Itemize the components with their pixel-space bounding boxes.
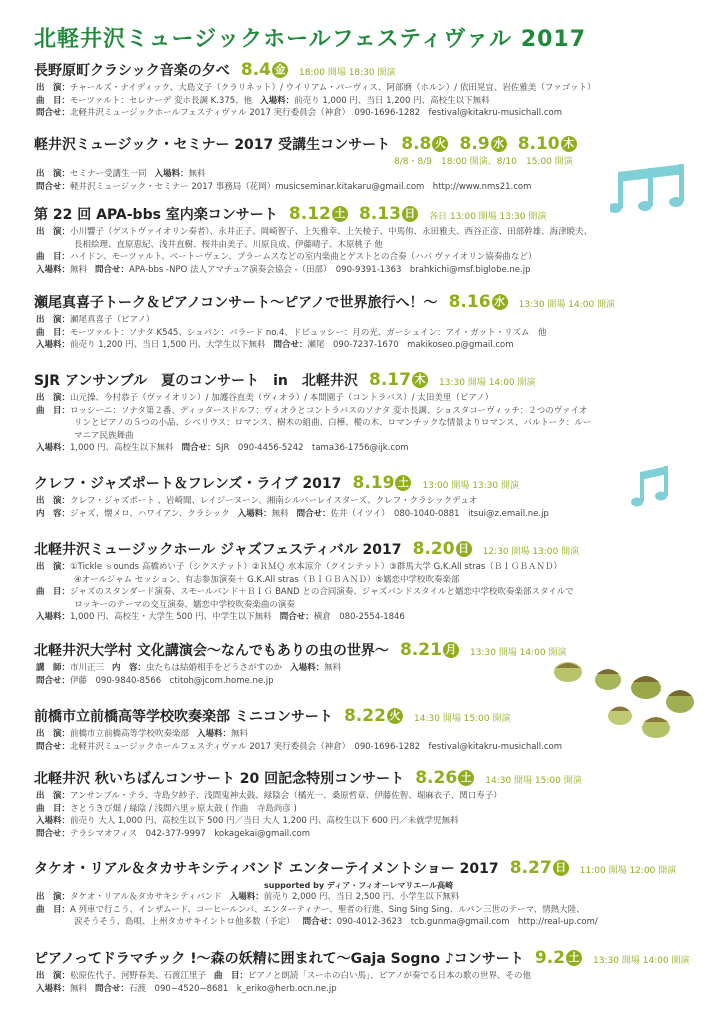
weekday-badge: 土 xyxy=(395,475,411,491)
program-row: 曲 目：さとうきび畑 / 緑陰 / 浅間六里ヶ原太鼓 ( 作曲 寺島尚彦 ) xyxy=(36,803,297,814)
performers-row-cont: 長相絵理、直原恵紀、浅井直樹、桜井由美子、川原良成、伊藤晴子、木原桃子 他 xyxy=(74,239,383,250)
event-date: 8.16 xyxy=(448,292,491,312)
admission-row: 入場料：1,000 円、高校生以下無料 問合せ：SJR 090-4456-5242 tama36-1756@ijk.com xyxy=(36,443,409,453)
event-10 xyxy=(34,766,694,840)
event-2 xyxy=(34,132,694,193)
event-12 xyxy=(34,946,694,995)
weekday-badge: 土 xyxy=(458,770,474,786)
event-title: 前橋市立前橋高等学校吹奏楽部 ミニコンサート xyxy=(34,709,333,725)
event-header xyxy=(34,471,694,495)
weekday-badge: 日 xyxy=(402,206,418,222)
event-title: 北軽井沢大学村 文化講演会〜なんでもありの虫の世界〜 xyxy=(34,643,389,659)
acorn-illustration xyxy=(528,650,708,750)
program-row-cont: 涙そうそう、島唄、上州タカサキイントロ他多数（予定） 問合せ：090-4012-3623 tcb.gunma@gmail.com http://real-up.com/ xyxy=(74,917,598,927)
event-1 xyxy=(34,58,694,120)
performers-row: 出 演：瀬尾真喜子（ピアノ） xyxy=(36,315,155,325)
event-6 xyxy=(34,471,694,520)
contact-row: 入場料：無料 問合せ：石渡 090−4520−8681 k_eriko@herb.ocn.ne.jp xyxy=(36,983,337,994)
event-date: 8.12 xyxy=(288,204,331,224)
admission-row: 入場料：無料 問合せ：APA-bbs -NPO 法人アマチュア演奏会協会 -（田部） 090-9391-1363 brahkichi@msf.biglobe.ne.jp xyxy=(36,264,531,275)
event-date: 8.8 xyxy=(401,134,432,154)
event-date: 8.20 xyxy=(412,539,455,559)
performers-row: 出 演：クレフ・ジャズポート 、岩崎聞、レイジーヌーン、湘南シルバーレイスターズ、クレフ・クラシックデュオ xyxy=(36,496,478,506)
event-time: 14:30 開場 15:00 開演 xyxy=(485,776,582,786)
event-date: 8.17 xyxy=(369,370,411,390)
performers-row: 出 演：セミナー受講生一同 入場料：無料 xyxy=(36,169,206,179)
event-date: 8.10 xyxy=(517,134,560,154)
event-time: 18:00 開場 18:30 開演 xyxy=(299,68,396,78)
weekday-badge: 土 xyxy=(566,950,582,966)
event-time: 14:30 開場 15:00 開演 xyxy=(414,714,511,724)
admission-row: 入場料：前売り 大人 1,000 円、高校生以下 500 円／当日 大人 1,200 円、高校生以下 600 円／未就学児無料 xyxy=(36,816,459,826)
weekday-badge: 月 xyxy=(443,642,459,658)
event-date: 8.26 xyxy=(415,768,458,788)
contact-row: 問合せ：北軽井沢ミュージックホールフェスティヴァル 2017 実行委員会（神倉） 090-1696-1282 festival@kitakru-musichall.com xyxy=(36,741,563,752)
performers-row: 出 演：チャールズ・ナイディック、大島文子（クラリネット）/ ウイリアム・パーヴィス、阿部磨（ホルン）/ 依田晃宜、岩佐雅美（ファゴット） xyxy=(36,83,596,93)
event-date: 8.21 xyxy=(399,640,442,660)
event-time: 13:00 開場 13:30 開演 xyxy=(422,481,519,491)
event-header xyxy=(34,368,694,392)
performers-row: 出 演：松原佐代子、河野春美、石渡江里子 曲 目：ピアノと朗読「スーホの白い馬」、ピアノが奏でる日本の歌の世界、その他 xyxy=(36,971,532,981)
event-7 xyxy=(34,537,694,624)
program-row-cont: ロッキーのテーマの交互演奏、嬬恋中学校吹奏楽曲の演奏 xyxy=(74,599,295,610)
content-row: 内 容：ジャズ、懐メロ、ハワイアン、クラシック 入場料：無料 問合せ：佐井（イツイ） 080-1040-0881 itsui@z.email.ne.jp xyxy=(36,508,549,519)
event-time: 12:30 開場 13:00 開演 xyxy=(482,547,580,557)
event-title: 北軽井沢ミュージックホール ジャズフェスティバル 2017 xyxy=(34,542,402,558)
weekday-badge: 火 xyxy=(432,136,448,152)
weekday-badge: 土 xyxy=(332,206,348,222)
program-row-cont: マニア民族舞曲 xyxy=(74,430,134,441)
event-5 xyxy=(34,368,694,455)
event-title: SJR アンサンブル 夏のコンサート in 北軽井沢 xyxy=(34,373,358,389)
event-date: 8.13 xyxy=(358,204,401,224)
event-time: 13:30 開場 14:00 開演 xyxy=(439,378,536,388)
contact-row: 問合せ：伊藤 090-9840-8566 ctitoh@jcom.home.ne.jp xyxy=(36,675,274,686)
event-header xyxy=(34,856,694,880)
event-3 xyxy=(34,202,694,276)
event-time: 11:00 開場 12:00 開演 xyxy=(579,866,677,876)
performers-row: 出 演：山元操、今村恭子（ヴァイオリン）/ 加護谷直美（ヴィオラ）/ 本間園子（コントラバス）/ 太田美里（ピアノ） xyxy=(36,393,494,403)
program-row: 曲 目：ロッシーニ：ソナタ第２番、ディッタースドルフ：ヴィオラとコントラバスのソナタ 変ホ長調、ショスタコーヴィッチ：２つのヴァイオ xyxy=(36,405,588,416)
event-time: 13:30 開場 14:00 開演 xyxy=(470,648,567,658)
event-title: クレフ・ジャズポート＆フレンズ・ライブ 2017 xyxy=(34,476,342,492)
event-date: 8.19 xyxy=(352,473,395,493)
performers-row: 出 演：アンサンブル・テラ、寺島夕紗子、浅間鬼神太鼓、緑陰会（橘光一、桑原哲章、伊藤佐智、堀麻衣子、関口寿子） xyxy=(36,791,502,801)
program-row: 曲 目：A 列車で行こう、インザムード、コーヒールンバ、エンターティナー、聖者の行進、Sing Sing Sing、ルパン三世のテーマ、情熱大陸、 xyxy=(36,904,585,915)
weekday-badge: 金 xyxy=(272,62,288,78)
music-note-icon xyxy=(628,464,674,512)
event-header xyxy=(34,946,694,970)
weekday-badge: 火 xyxy=(387,708,403,724)
event-date: 8.4 xyxy=(240,60,271,80)
event-header xyxy=(34,537,694,561)
lecturer-row: 講 師：市川正三 内 容：虫たちは結婚相手をどうさがすのか 入場料：無料 xyxy=(36,663,342,673)
contact-row: 問合せ：テラシマオフィス 042-377-9997 kokagekai@gmail.com xyxy=(36,828,311,839)
admission-row: 入場料：1,000 円、高校生・大学生 500 円、中学生以下無料 問合せ：横倉 080-2554-1846 xyxy=(36,612,405,622)
program-row: 曲 目：モーツァルト：ソナタ K545、ショパン：バラード no.4、ドビュッシー：月の光、ガーシュイン：アイ・ガット・リズム 他 xyxy=(36,327,547,338)
performers-row-cont: ④オールジャム セッション、有志参加演奏＋ G.K.All stras（ＢＩＧＢＡＮＤ）⑤嬬恋中学校吹奏楽部 xyxy=(74,574,460,585)
event-date: 8.9 xyxy=(459,134,490,154)
program-row: 曲 目：ジャズのスタンダード演奏、スモールバンド＋ＢＩＧ BAND との合同演奏、ジャズバンドスタイルと嬬恋中学校吹奏楽部スタイルで xyxy=(36,587,574,597)
event-11 xyxy=(34,856,694,929)
sponsor-line: supported by ディア・フィオーレマリエール高崎 xyxy=(264,881,454,890)
page-title: 北軽井沢ミュージックホールフェスティヴァル 2017 xyxy=(34,27,587,52)
event-title: ピアノってドラマチック !〜森の妖精に囲まれて〜Gaja Sogno ♪コンサート xyxy=(34,951,524,967)
weekday-badge: 日 xyxy=(553,860,569,876)
event-title: 軽井沢ミュージック・セミナー 2017 受講生コンサート xyxy=(34,137,391,153)
event-date: 8.27 xyxy=(509,858,552,878)
program-row: 曲 目：ハイドン、モーツァルト、ベートーヴェン、ブラームスなどの室内楽曲とゲストとの合奏（ハバ ヴァイオリン協奏曲など） xyxy=(36,252,537,262)
event-header xyxy=(34,290,694,314)
performers-row: 出 演：小川響子（ゲストヴァイオリン奏者）、永井正子、岡崎智子、上矢雅幸、上矢棱子、中馬侑、永田雅夫、西谷正彦、田部幹雄、海津暁夫、 xyxy=(36,227,593,237)
weekday-badge: 木 xyxy=(561,136,577,152)
event-title: タケオ・リアル＆タカサキシティバンド エンターテイメントショー 2017 xyxy=(34,861,499,877)
event-time: 8/8・8/9 18:00 開演、8/10 15:00 開演 xyxy=(394,157,573,167)
performers-row: 出 演：①Tickle ｓounds 高橋めい子（シクステット）②ＲＭＱ 水本涼介（クインテット）③群馬大学 G.K.All stras（ＢＩＧＢＡＮＤ） xyxy=(36,562,562,572)
event-header xyxy=(34,202,694,226)
event-date: 9.2 xyxy=(534,948,565,968)
event-date: 8.22 xyxy=(343,706,386,726)
event-time: 13:30 開場 14:00 開演 xyxy=(518,300,616,310)
event-time: 各日 13:00 開場 13:30 開演 xyxy=(429,212,547,222)
event-title: 瀬尾真喜子トーク＆ピアノコンサート〜ピアノで世界旅行へ！〜 xyxy=(34,295,438,311)
admission-row: 入場料：前売り 1,200 円、当日 1,500 円、大学生以下無料 問合せ：瀬尾 090-7237-1670 makikoseo.p@gmail.com xyxy=(36,340,514,350)
event-title: 長野原町クラシック音楽の夕べ xyxy=(34,63,230,79)
event-4 xyxy=(34,290,694,352)
event-header xyxy=(34,58,694,82)
contact-row: 問合せ：北軽井沢ミュージックホールフェスティヴァル 2017 実行委員会（神倉） 090-1696-1282 festival@kitakru-musichall.com xyxy=(36,108,563,118)
event-title: 第 22 回 APA-bbs 室内楽コンサート xyxy=(34,207,278,223)
event-title: 北軽井沢 秋いちばんコンサート 20 回記念特別コンサート xyxy=(34,771,405,787)
program-row-cont: リンとピアノの５つの小品、シベリウス：ロマンス、樹木の組曲、白樺、樅の木、ロマンチックな情景よりロマンス、バルトーク：ルー xyxy=(74,418,592,428)
performers-row: 出 演：タケオ・リアル＆タカサキシティバンド 入場料：前売り 2,000 円、当日 2,500 円、小学生以下無料 xyxy=(36,892,460,902)
program-row: 曲 目：モーツァルト：セレナーデ 変ホ長調 K.375、他 入場料：前売り 1,000 円、当日 1,200 円、高校生以下無料 xyxy=(36,95,490,106)
weekday-badge: 水 xyxy=(491,136,507,152)
event-header xyxy=(34,766,694,790)
weekday-badge: 木 xyxy=(412,372,428,388)
performers-row: 出 演：前橋市立前橋高等学校吹奏楽部 入場料：無料 xyxy=(36,729,249,739)
event-header xyxy=(34,132,694,156)
weekday-badge: 日 xyxy=(456,541,472,557)
weekday-badge: 水 xyxy=(492,294,508,310)
event-time: 13:30 開場 14:00 開演 xyxy=(593,956,690,966)
contact-row: 問合せ：軽井沢ミュージック・セミナー 2017 事務局（花岡）musicseminar.kitakaru@gmail.com http://www.nms21.com xyxy=(36,181,532,192)
music-note-icon xyxy=(610,158,694,220)
